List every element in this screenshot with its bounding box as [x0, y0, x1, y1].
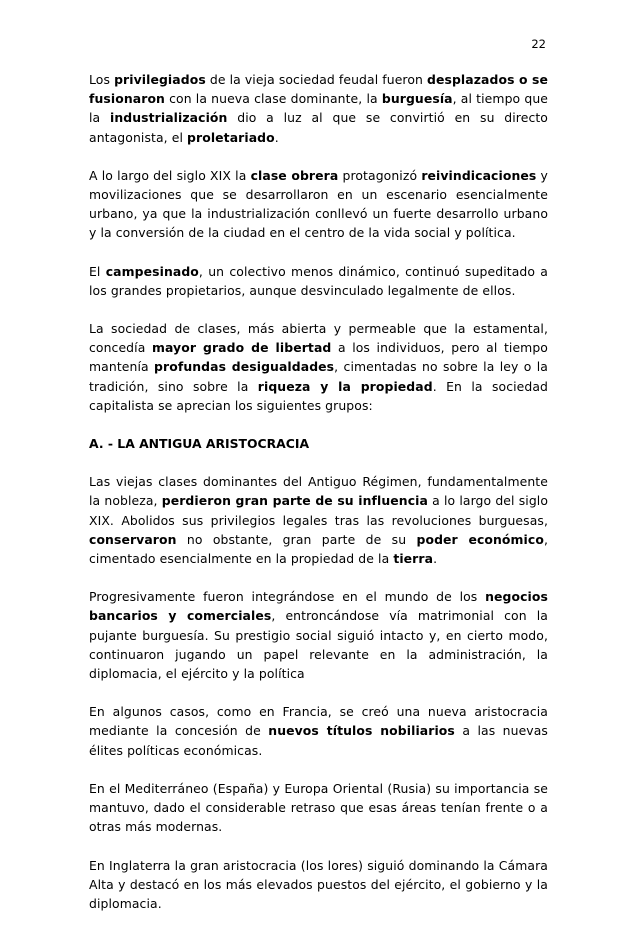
bold-text: mayor grado de libertad: [151, 340, 332, 356]
bold-text: desplazados o se fusionaron: [89, 72, 548, 107]
bold-text: perdieron gran parte de su influencia: [161, 493, 428, 509]
intro-paragraphs: [89, 70, 548, 415]
bold-text: burguesía: [381, 91, 453, 107]
bold-text: campesinado: [105, 263, 199, 279]
text-run: y movilizaciones que se desarrollaron en un escenario esencialmente urbano, ya que la industrialización conllevó un fuerte desarrollo urbano y la conversión de la ciudad en el centro de la vida social y política.: [89, 167, 548, 241]
section-paragraphs: [89, 472, 548, 913]
text-run: En el Mediterráneo (España) y Europa Oriental (Rusia) su importancia se mantuvo, dado el considerable retraso que esas áreas tenían frente o a otras más modernas.: [89, 780, 548, 835]
text-run: En Inglaterra la gran aristocracia (los lores) siguió dominando la Cámara Alta y destacó en los más elevados puestos del ejército, el gobierno y la diplomacia.: [89, 857, 548, 911]
bold-text: clase obrera: [250, 167, 339, 183]
bold-text: conservaron: [89, 531, 177, 547]
paragraph: [89, 70, 548, 147]
text-run: no obstante, gran parte de su: [176, 531, 417, 547]
text-run: dio a luz al que se convirtió en su directo antagonista, el: [89, 110, 548, 145]
bold-text: reivindicaciones: [421, 167, 537, 183]
text-run: , cimentado esencialmente en la propiedad de la: [89, 531, 548, 567]
text-run: a lo largo del siglo XIX. Abolidos sus privilegios legales tras las revoluciones burguesas,: [89, 493, 549, 528]
section-heading: A. - LA ANTIGUA ARISTOCRACIA: [89, 436, 310, 452]
text-run: con la nueva clase dominante, la: [164, 91, 382, 107]
text-run: .: [433, 551, 438, 567]
text-run: protagonizó: [338, 167, 422, 183]
bold-text: nuevos títulos nobiliarios: [268, 723, 455, 739]
text-run: , un colectivo menos dinámico, continuó supeditado a los grandes propietarios, aunque desvinculado legalmente de ellos.: [89, 263, 548, 298]
text-run: a los individuos, pero al tiempo mantenía: [89, 340, 548, 375]
bold-text: industrialización: [110, 110, 228, 126]
page-number: 22: [531, 37, 546, 51]
text-run: Progresivamente fueron integrándose en el mundo de los: [89, 589, 486, 605]
text-run: A lo largo del siglo XIX la: [89, 167, 251, 183]
text-run: La sociedad de clases, más abierta y permeable que la estamental, concedía: [89, 321, 548, 356]
paragraph: [89, 856, 548, 914]
bold-text: negocios bancarios y comerciales: [89, 589, 548, 624]
text-run: .: [274, 129, 279, 145]
bold-text: riqueza y la propiedad: [257, 378, 433, 394]
bold-text: privilegiados: [114, 72, 206, 87]
paragraph: [89, 319, 548, 415]
text-run: , entroncándose vía matrimonial con la pujante burguesía. Su prestigio social siguió intacto y, en cierto modo, continuaron jugando un papel relevante en la administración, la diplomacia, el ejército y la política: [89, 608, 548, 682]
text-run: a las nuevas élites políticas económicas.: [89, 723, 548, 758]
text-run: Los: [89, 72, 115, 87]
document-body: [89, 70, 548, 932]
bold-text: tierra: [393, 551, 434, 567]
bold-text: poder económico: [416, 531, 544, 547]
paragraph: [89, 702, 548, 760]
paragraph: [89, 166, 548, 243]
bold-text: proletariado: [187, 129, 275, 145]
text-run: , cimentadas no sobre la ley o la tradición, sino sobre la: [89, 359, 549, 394]
text-run: En algunos casos, como en Francia, se creó una nueva aristocracia mediante la concesión de: [89, 704, 548, 739]
text-run: , al tiempo que la: [89, 91, 548, 126]
text-run: . En la sociedad capitalista se aprecian los siguientes grupos:: [89, 378, 549, 413]
text-run: El: [89, 263, 106, 279]
paragraph: [89, 587, 548, 683]
bold-text: profundas desigualdades: [154, 359, 335, 375]
text-run: de la vieja sociedad feudal fueron: [205, 72, 428, 87]
paragraph: [89, 262, 548, 300]
paragraph: [89, 779, 548, 837]
paragraph: [89, 472, 548, 568]
text-run: Las viejas clases dominantes del Antiguo Régimen, fundamentalmente la nobleza,: [89, 474, 548, 509]
